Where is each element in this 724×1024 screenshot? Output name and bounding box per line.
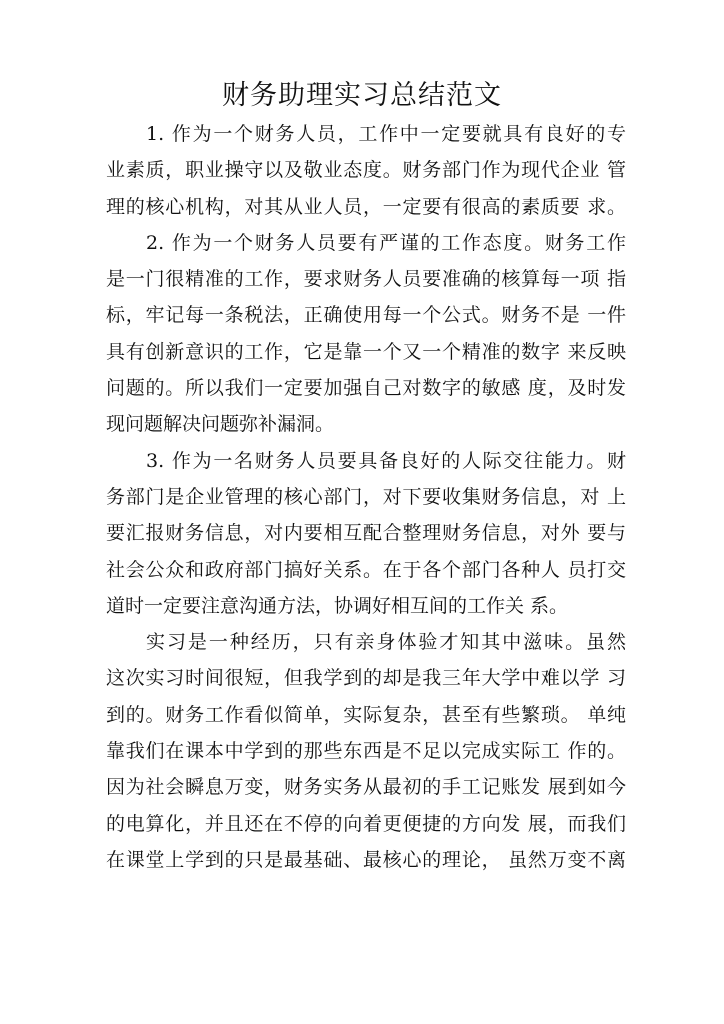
paragraph-line: 要汇报财务信息，对内要相互配合整理财务信息，对外 要与 [106, 522, 626, 545]
paragraph-line: 这次实习时间很短，但我学到的却是我三年大学中难以学 习 [106, 667, 626, 690]
paragraph-line: 到的。财务工作看似简单，实际复杂，甚至有些繁琐。 单纯 [106, 703, 626, 726]
paragraph-line: 标，牢记每一条税法，正确使用每一个公式。财务不是 一件 [106, 304, 626, 327]
paragraph-4 [106, 624, 626, 878]
paragraph-2 [106, 225, 626, 443]
paragraph-line: 现问题解决问题弥补漏洞。 [106, 413, 335, 436]
paragraph-3 [106, 443, 626, 624]
paragraph-line: 1. 作为一个财务人员，工作中一定要就具有良好的专 [146, 123, 626, 145]
paragraph-line: 务部门是企业管理的核心部门，对下要收集财务信息，对 上 [106, 485, 626, 508]
document-title: 财务助理实习总结范文 [222, 80, 502, 111]
paragraph-1 [106, 116, 626, 225]
paragraph-line: 3. 作为一名财务人员要具备良好的人际交往能力。财 [146, 449, 626, 472]
paragraph-line: 是一门很精准的工作，要求财务人员要准确的核算每一项 指 [106, 268, 626, 291]
paragraph-line: 具有创新意识的工作，它是靠一个又一个精准的数字 来反映 [106, 340, 626, 363]
paragraph-line: 2. 作为一个财务人员要有严谨的工作态度。财务工作 [146, 231, 626, 254]
paragraph-line: 实习是一种经历，只有亲身体验才知其中滋味。虽然 [146, 631, 626, 654]
paragraph-line: 道时一定要注意沟通方法，协调好相互间的工作关 系。 [106, 594, 569, 617]
paragraph-line: 的电算化，并且还在不停的向着更便捷的方向发 展，而我们 [106, 812, 626, 835]
paragraph-line: 业素质，职业操守以及敬业态度。财务部门作为现代企业 管 [106, 159, 626, 182]
paragraph-line: 问题的。所以我们一定要加强自己对数字的敏感 度，及时发 [106, 377, 626, 400]
document-body [106, 116, 626, 878]
paragraph-line: 靠我们在课本中学到的那些东西是不足以完成实际工 作的。 [106, 740, 626, 763]
paragraph-line: 理的核心机构，对其从业人员，一定要有很高的素质要 求。 [106, 195, 626, 218]
paragraph-line: 社会公众和政府部门搞好关系。在于各个部门各种人 员打交 [106, 558, 626, 581]
paragraph-line: 在课堂上学到的只是最基础、最核心的理论， 虽然万变不离 [106, 848, 626, 871]
paragraph-line: 因为社会瞬息万变，财务实务从最初的手工记账发 展到如今 [106, 776, 626, 799]
